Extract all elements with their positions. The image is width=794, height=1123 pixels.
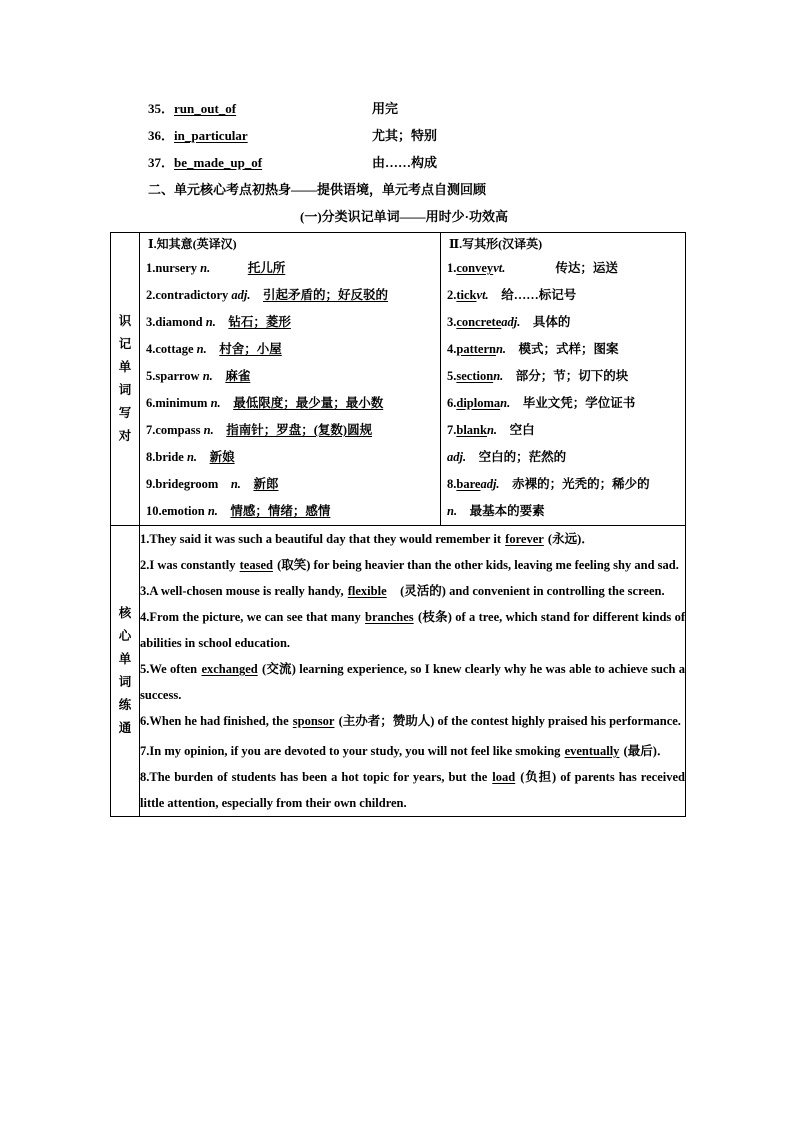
list-item: 5.sparrow n. 麻雀	[146, 369, 251, 383]
list-item: 3.diamond n. 钻石；菱形	[146, 315, 291, 329]
col1-title: Ⅰ.知其意(英译汉)	[148, 237, 237, 251]
col2-title: Ⅱ.写其形(汉译英)	[449, 237, 543, 251]
phrase-en: be_made_up_of	[174, 155, 263, 170]
phrase-num: 37．	[148, 155, 175, 170]
list-item: 1.nursery n. 托儿所	[146, 261, 286, 275]
practice-sentences	[140, 526, 686, 817]
sentence-6: 6.When he had finished, the sponsor (主办者；赞助人) of the contest highly praised his performance.	[140, 714, 681, 728]
sentence-4: 4.From the picture, we can see that many branches (枝条) of a tree, which stand for different kinds of abilities in school education.	[140, 610, 686, 650]
side-label-practice: 核 心 单 词 练 通	[111, 526, 140, 817]
meaning-column	[140, 233, 441, 526]
list-item: 2.tickvt. 给……标记号	[447, 288, 577, 302]
list-item: 2.contradictory adj. 引起矛盾的；好反驳的	[146, 288, 389, 302]
list-item: 7.blankn. 空白	[447, 423, 535, 437]
table-row	[111, 233, 686, 526]
list-item: n. 最基本的要素	[447, 504, 545, 518]
table-row	[111, 526, 686, 817]
list-item: 9.bridegroom n. 新郎	[146, 477, 279, 491]
vocab-table	[110, 232, 686, 817]
phrase-36	[148, 125, 248, 144]
phrase-en: run_out_of	[174, 101, 237, 116]
sentence-7: 7.In my opinion, if you are devoted to your study, you will not feel like smoking eventually (最后)．	[140, 744, 670, 758]
sentence-5: 5.We often exchanged (交流) learning experience, so I knew clearly why he was able to achieve such a success.	[140, 662, 685, 702]
list-item: 8.bareadj. 赤裸的；光秃的；稀少的	[447, 477, 650, 491]
phrase-37-cn: 由……构成	[372, 155, 438, 170]
sentence-1: 1.They said it was such a beautiful day that they would remember it forever (永远)．	[140, 532, 594, 546]
list-item: 10.emotion n. 情感；情绪；感情	[146, 504, 331, 518]
list-item: adj. 空白的；茫然的	[447, 450, 567, 464]
phrase-num: 35．	[148, 101, 175, 116]
sentence-3: 3.A well-chosen mouse is really handy, flexible (灵活的) and convenient in controlling the screen.	[140, 584, 665, 598]
section-heading: 二、单元核心考点初热身——提供语境，单元考点自测回顾	[148, 182, 487, 197]
list-item: 5.sectionn. 部分；节；切下的块	[447, 369, 629, 383]
phrase-35	[148, 98, 236, 117]
phrase-35-cn: 用完	[372, 101, 399, 116]
sentence-8: 8.The burden of students has been a hot topic for years, but the load (负担) of parents has received little attention, especially from their own children.	[140, 770, 685, 810]
form-column	[441, 233, 686, 526]
list-item: 6.minimum n. 最低限度；最少量；最小数	[146, 396, 384, 410]
list-item: 1.conveyvt. 传达；运送	[447, 261, 618, 275]
list-item: 7.compass n. 指南针；罗盘；(复数)圆规	[146, 423, 373, 437]
phrase-36-cn: 尤其；特别	[372, 128, 438, 143]
list-item: 3.concreteadj. 具体的	[447, 315, 571, 329]
sentence-2: 2.I was constantly teased (取笑) for being heavier than the other kids, leaving me feeling shy and sad.	[140, 558, 679, 572]
phrase-num: 36．	[148, 128, 175, 143]
list-item: 8.bride n. 新娘	[146, 450, 235, 464]
phrase-en: in_particular	[174, 128, 248, 143]
list-item: 4.patternn. 模式；式样；图案	[447, 342, 619, 356]
list-item: 6.diploman. 毕业文凭；学位证书	[447, 396, 636, 410]
side-label-recall: 识 记 单 词 写 对	[111, 233, 140, 526]
list-item: 4.cottage n. 村舍；小屋	[146, 342, 282, 356]
sub-heading: (一)分类识记单词——用时少·功效高	[300, 209, 508, 224]
phrase-37	[148, 152, 262, 171]
